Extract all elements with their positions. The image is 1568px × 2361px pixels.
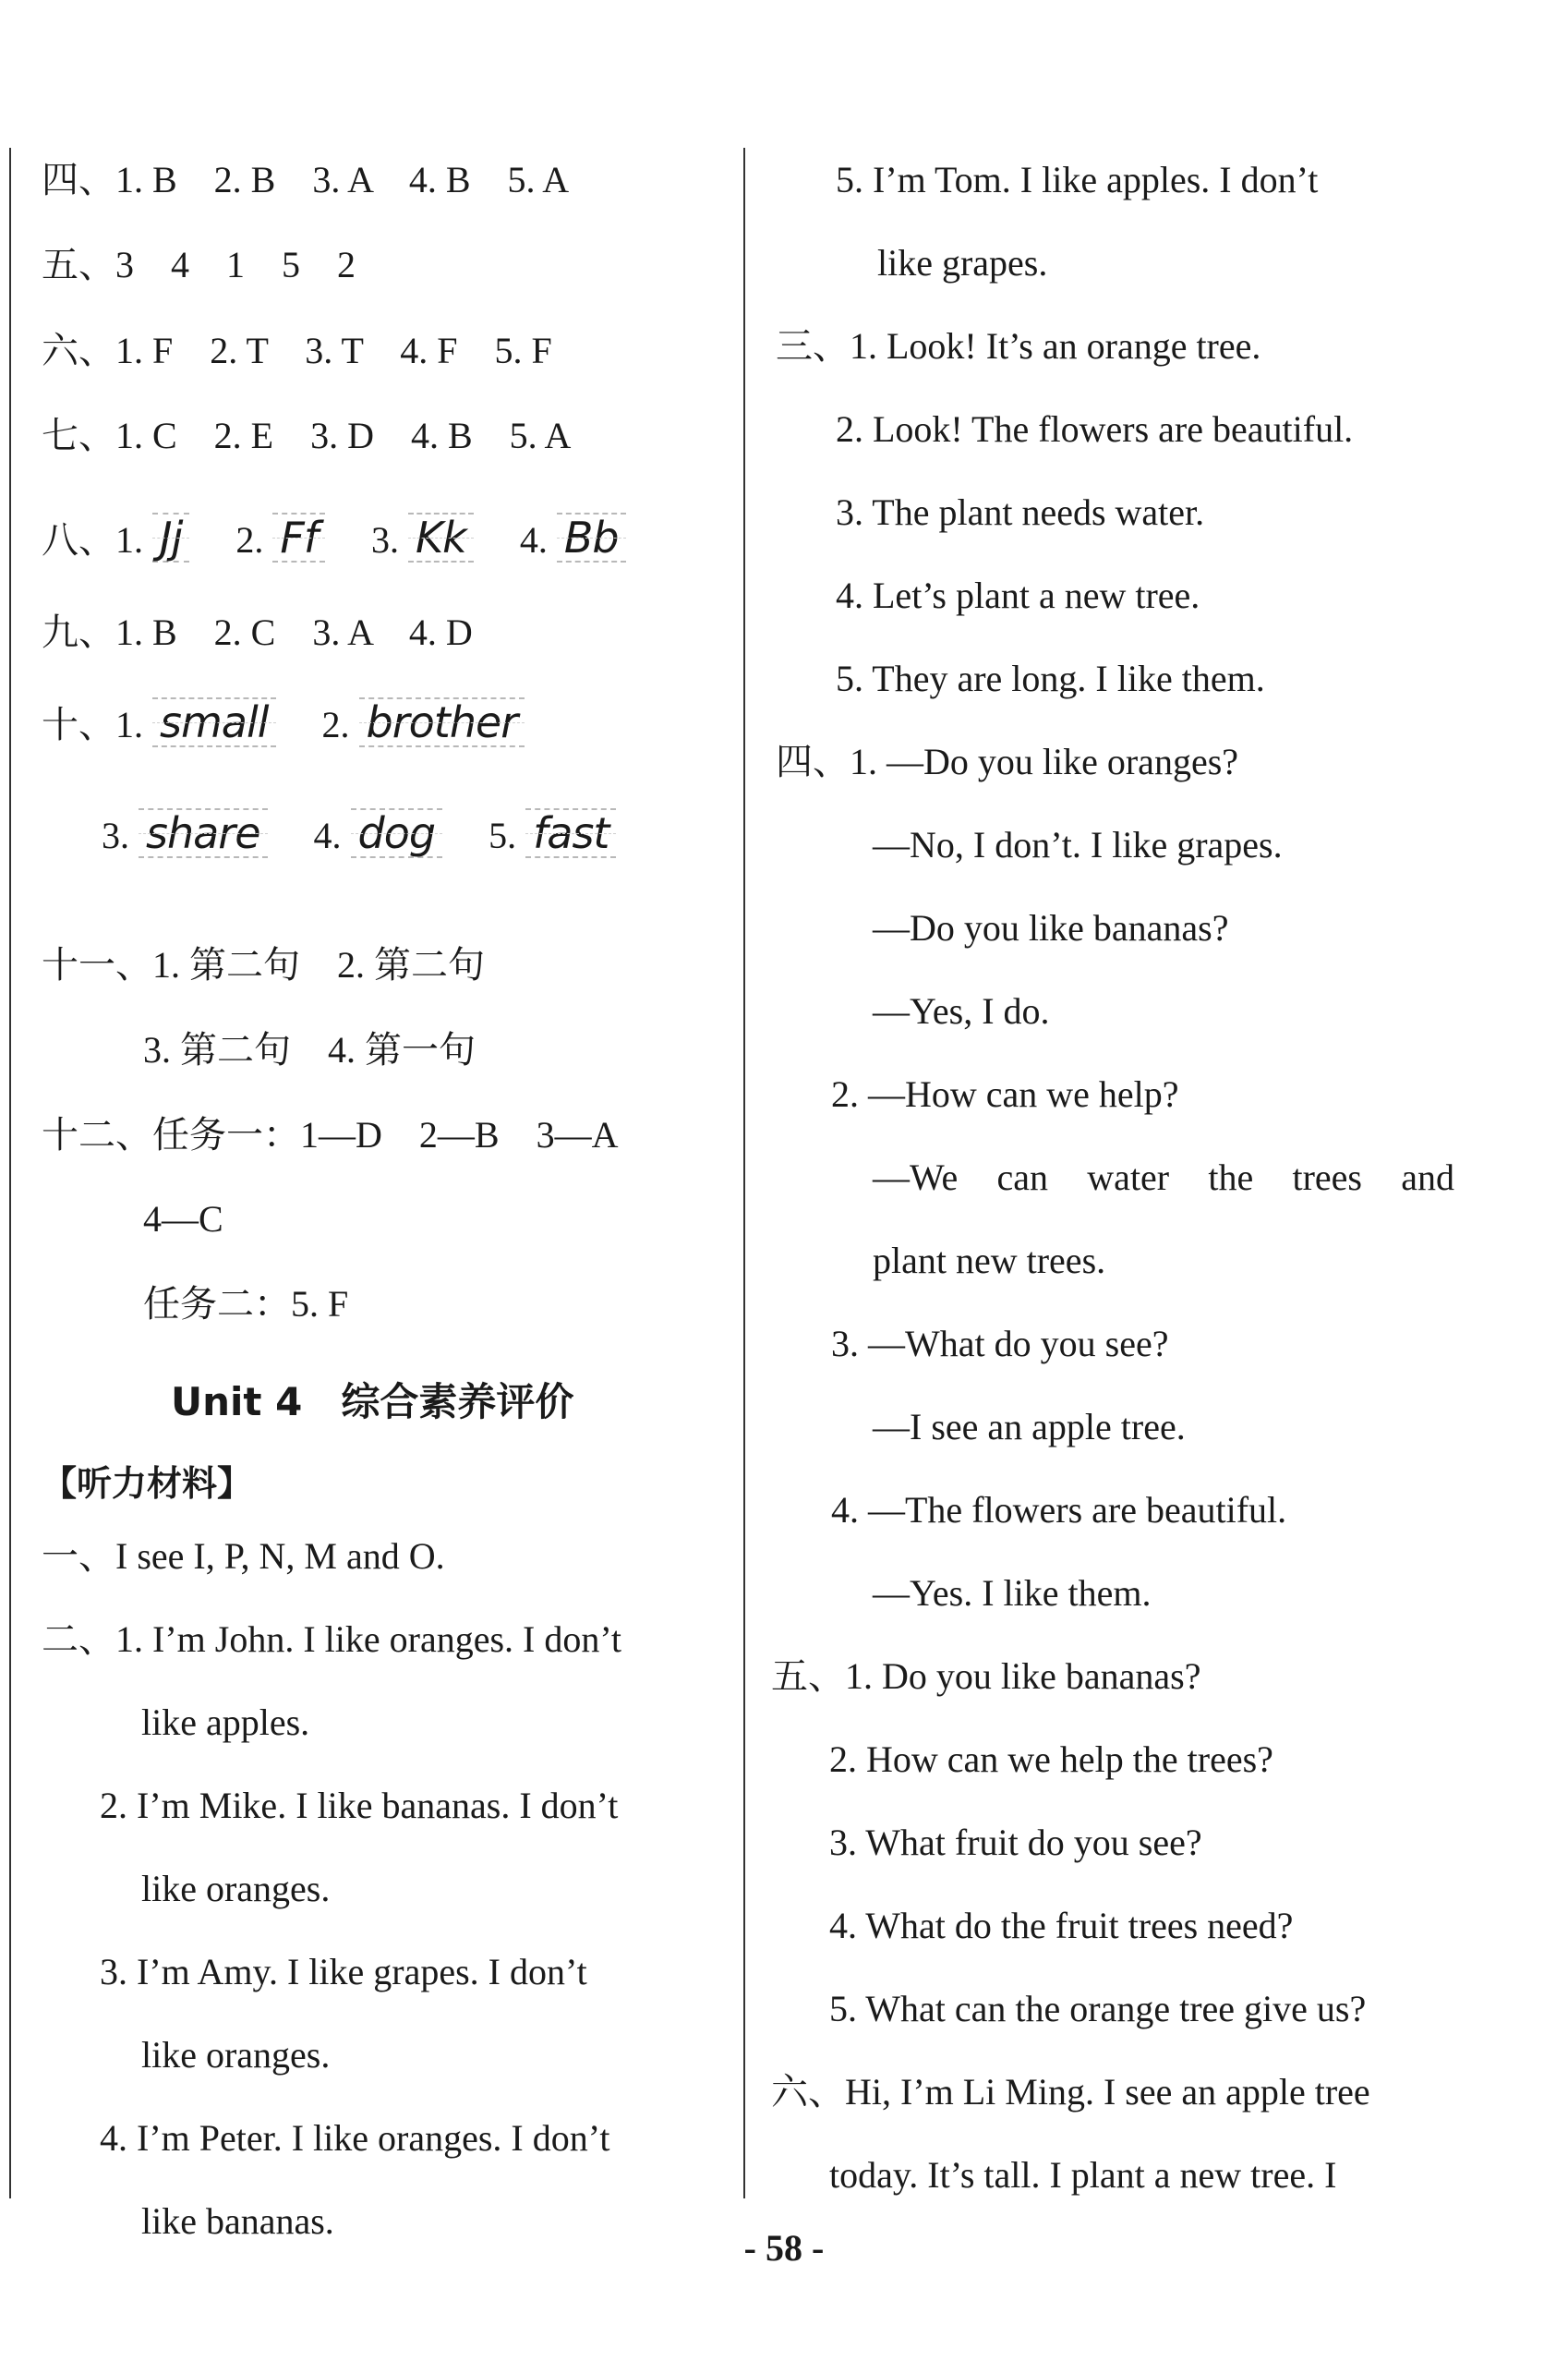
item-number: 3. <box>102 815 129 856</box>
handwriting-row-letters <box>42 503 626 577</box>
listening-line <box>873 1150 1454 1205</box>
listening-line: like oranges. <box>141 1868 331 1909</box>
listening-line: —Yes. I like them. <box>873 1572 1152 1614</box>
listening-line: like bananas. <box>141 2200 334 2242</box>
handwritten-letter: Kk <box>408 513 474 563</box>
handwritten-letter: Ff <box>272 513 325 563</box>
column-divider <box>743 148 745 2198</box>
listening-line: 3. I’m Amy. I like grapes. I don’t <box>100 1951 587 1992</box>
handwritten-letter: Bb <box>557 513 626 563</box>
justified-text: —We can water the trees and <box>873 1156 1454 1198</box>
item-number: 十、1. <box>42 704 143 745</box>
handwriting-row-words <box>102 799 616 873</box>
listening-line: 5. What can the orange tree give us? <box>829 1988 1367 2029</box>
listening-line: 5. They are long. I like them. <box>836 658 1265 699</box>
listening-line: 四、1. —Do you like oranges? <box>776 741 1239 782</box>
listening-line: 六、Hi, I’m Li Ming. I see an apple tree <box>771 2071 1370 2113</box>
listening-line: 4. —The flowers are beautiful. <box>831 1489 1287 1531</box>
listening-line: 4. Let’s plant a new tree. <box>836 575 1200 616</box>
item-number: 2. <box>321 704 350 745</box>
answer-line: 七、1. C 2. E 3. D 4. B 5. A <box>42 415 572 456</box>
page-number: - 58 - <box>743 2227 825 2269</box>
handwritten-word: share <box>139 808 268 858</box>
listening-line: like oranges. <box>141 2034 331 2076</box>
listening-line: —I see an apple tree. <box>873 1406 1186 1447</box>
listening-line: 五、1. Do you like bananas? <box>771 1655 1201 1697</box>
handwritten-word: fast <box>525 808 616 858</box>
item-number: 5. <box>488 815 517 856</box>
handwritten-word: small <box>152 697 276 747</box>
listening-line: —Yes, I do. <box>873 990 1050 1032</box>
listening-line: 2. I’m Mike. I like bananas. I don’t <box>100 1785 619 1826</box>
item-number: 2. <box>235 519 264 561</box>
listening-line: like grapes. <box>877 242 1048 284</box>
listening-line: 4. I’m Peter. I like oranges. I don’t <box>100 2117 610 2159</box>
handwritten-word: brother <box>359 697 525 747</box>
listening-line: 2. —How can we help? <box>831 1073 1179 1115</box>
listening-line: 2. Look! The flowers are beautiful. <box>836 408 1354 450</box>
listening-line: 2. How can we help the trees? <box>829 1738 1273 1780</box>
listening-line: 5. I’m Tom. I like apples. I don’t <box>836 159 1319 200</box>
answer-line: 十一、1. 第二句 2. 第二句 <box>42 944 485 986</box>
listening-line: 3. —What do you see? <box>831 1323 1169 1364</box>
handwritten-word: dog <box>351 808 443 858</box>
listening-line: —Do you like bananas? <box>873 907 1229 949</box>
handwriting-row-words <box>42 688 525 762</box>
listening-line: 4. What do the fruit trees need? <box>829 1905 1294 1946</box>
answer-line: 四、1. B 2. B 3. A 4. B 5. A <box>42 159 570 200</box>
item-number: 3. <box>371 519 400 561</box>
answer-line: 十二、任务一：1—D 2—B 3—A <box>42 1114 619 1156</box>
answer-line: 五、3 4 1 5 2 <box>42 244 356 285</box>
listening-heading: 【听力材料】 <box>42 1463 253 1504</box>
answer-line: 九、1. B 2. C 3. A 4. D <box>42 611 473 653</box>
item-number: 八、1. <box>42 519 143 561</box>
unit-title: Unit 4 综合素养评价 <box>171 1379 574 1424</box>
answer-line: 六、1. F 2. T 3. T 4. F 5. F <box>42 330 552 371</box>
listening-line: 一、I see I, P, N, M and O. <box>42 1535 445 1577</box>
listening-line: 二、1. I’m John. I like oranges. I don’t <box>42 1618 622 1660</box>
answer-line: 4—C <box>143 1198 223 1240</box>
answer-line: 任务二：5. F <box>143 1283 349 1325</box>
listening-line: —No, I don’t. I like grapes. <box>873 824 1283 866</box>
item-number: 4. <box>313 815 342 856</box>
listening-line: like apples. <box>141 1701 310 1743</box>
listening-line: 3. What fruit do you see? <box>829 1822 1202 1863</box>
answer-line: 3. 第二句 4. 第一句 <box>143 1029 476 1071</box>
listening-line: 三、1. Look! It’s an orange tree. <box>776 325 1261 367</box>
listening-line: plant new trees. <box>873 1240 1106 1281</box>
left-edge-divider <box>9 148 11 2198</box>
listening-line: 3. The plant needs water. <box>836 491 1205 533</box>
listening-line: today. It’s tall. I plant a new tree. I <box>829 2154 1337 2196</box>
item-number: 4. <box>519 519 548 561</box>
handwritten-letter: Jj <box>152 513 189 563</box>
